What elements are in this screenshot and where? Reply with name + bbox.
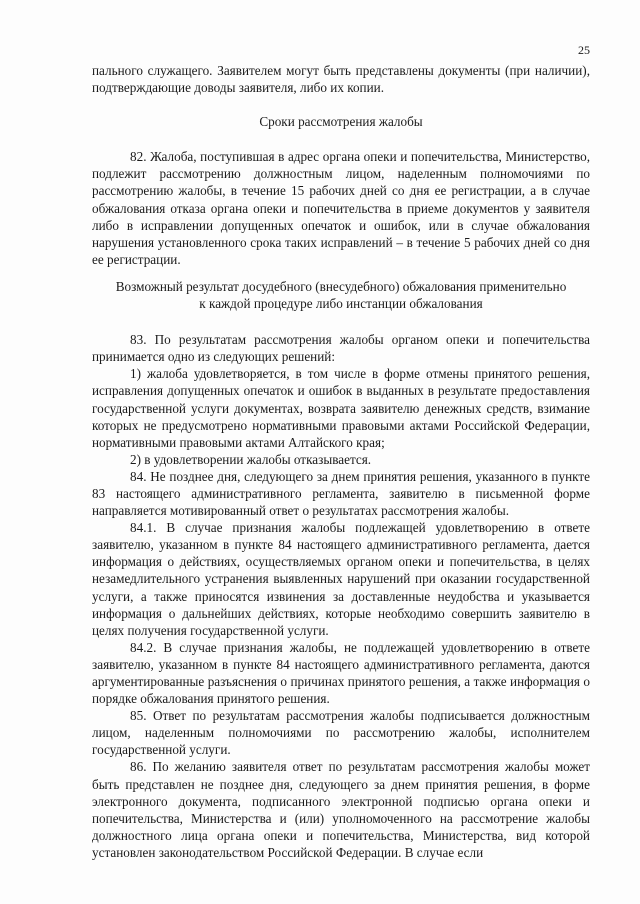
document-body [92, 62, 590, 861]
paragraph-84-2: 84.2. В случае признания жалобы, не подлежащей удовлетворению в ответе заявителю, указанном в пункте 84 настоящего административного регламента, даются аргументированные разъяснения о причинах принятого решения, а также информация о порядке обжалования принятого решения. [92, 639, 590, 707]
paragraph-85: 85. Ответ по результатам рассмотрения жалобы подписывается должностным лицом, наделенным полномочиями по рассмотрению жалобы, исполнителем государственной услуги. [92, 708, 590, 758]
section-heading-review-terms: Сроки рассмотрения жалобы [259, 114, 423, 130]
section-heading-text: Возможный результат досудебного (внесудебного) обжалования применительно к каждой процедуре либо инстанции обжалования [115, 278, 567, 312]
section-heading-possible-result [92, 278, 590, 312]
paragraph-84-1: 84.1. В случае признания жалобы подлежащей удовлетворению в ответе заявителю, указанном в пункте 84 настоящего административного регламента, дается информация о действиях, осуществляемых органом опеки и попечительства, в целях незамедлительного устранения выявленных нарушений при оказании государственной услуги, а также приносятся извинения за доставленные неудобства и указывается информация о дальнейших действиях, которые необходимо совершить заявителю в целях получения государственной услуги. [92, 520, 590, 638]
paragraph-continuation: пального служащего. Заявителем могут быть представлены документы (при наличии), подтверждающие доводы заявителя, либо их копии. [92, 63, 590, 96]
paragraph-83-item-1: 1) жалоба удовлетворяется, в том числе в форме отмены принятого решения, исправления допущенных опечаток и ошибок в выданных в результате предоставления государственной услуги документах, возврата заявителю денежных средств, взимание которых не предусмотрено нормативными правовыми актами Российской Федерации, нормативными правовыми актами Алтайского края; [92, 366, 590, 450]
paragraph-83-item-2: 2) в удовлетворении жалобы отказывается. [130, 451, 372, 467]
page-number: 25 [578, 43, 590, 57]
paragraph-86: 86. По желанию заявителя ответ по результатам рассмотрения жалобы может быть представлен не позднее дня, следующего за днем принятия решения, в форме электронного документа, подписанного электронной подписью органа опеки и попечительства, Министерства и (или) уполномоченного на рассмотрение жалобы должностного лица органа опеки и попечительства, Министерства, вид которой установлен законодательством Российской Федерации. В случае если [92, 759, 590, 860]
paragraph-84: 84. Не позднее дня, следующего за днем принятия решения, указанного в пункте 83 настоящего административного регламента, заявителю в письменной форме направляется мотивированный ответ о результатах рассмотрения жалобы. [92, 468, 590, 519]
paragraph-83: 83. По результатам рассмотрения жалобы органом опеки и попечительства принимается одно из следующих решений: [92, 332, 590, 365]
paragraph-82: 82. Жалоба, поступившая в адрес органа опеки и попечительства, Министерство, подлежит рассмотрению должностным лицом, наделенным полномочиями по рассмотрению жалобы, в течение 15 рабочих дней со дня ее регистрации, а в случае обжалования отказа органа опеки и попечительства в приеме документов у заявителя либо в исправлении допущенных опечаток и ошибок, или в случае обжалования нарушения установленного срока таких исправлений – в течение 5 рабочих дней со дня ее регистрации. [92, 149, 590, 267]
